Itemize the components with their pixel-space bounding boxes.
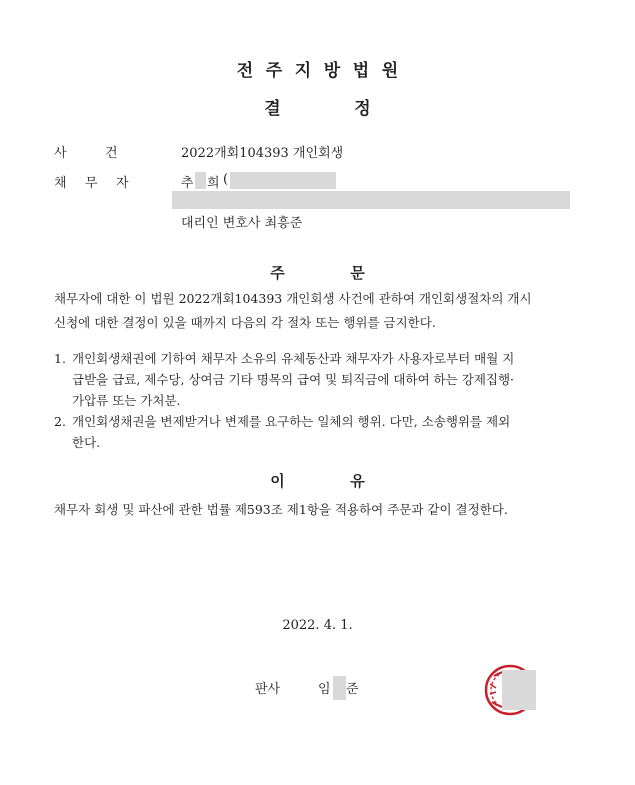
reason-heading <box>0 470 635 491</box>
court-char: 원 <box>381 61 399 81</box>
case-number: 2022개회104393 개인회생 <box>181 146 344 161</box>
item-line: 급받을 급료, 제수당, 상여금 기타 명목의 급여 및 퇴직금에 대하여 하는 강제집행· <box>72 372 515 387</box>
case-label-char: 건 <box>105 146 118 161</box>
item-line: 한다. <box>72 435 101 450</box>
court-char: 지 <box>294 61 312 81</box>
case-label <box>54 142 136 161</box>
redaction-box <box>333 676 346 700</box>
seal-redaction <box>502 670 536 710</box>
judge-seal-icon <box>478 662 546 716</box>
doc-type-char: 결 <box>264 99 281 119</box>
order-intro-line: 신청에 대한 결정이 있을 때까지 다음의 각 절차 또는 행위를 금지한다. <box>54 315 436 330</box>
case-label-char: 사 <box>54 146 67 161</box>
item-line: 개인회생채권에 기하여 채무자 소유의 유체동산과 채무자가 사용자로부터 매월 지 <box>72 351 515 366</box>
judge-title: 판사 <box>255 682 281 697</box>
decision-date: 2022. 4. 1. <box>282 618 353 633</box>
order-heading-char: 문 <box>350 264 365 282</box>
debtor-name-last: 희 <box>207 176 220 191</box>
doc-type-char: 정 <box>354 99 371 119</box>
item-line: 개인회생채권을 변제받거나 변제를 요구하는 일체의 행위. 다만, 소송행위를 제외 <box>72 414 511 429</box>
item-number: 1. <box>54 351 66 366</box>
debtor-name-first: 추 <box>181 176 194 191</box>
reason-heading-char: 이 <box>270 472 285 490</box>
redaction-address <box>172 191 570 209</box>
reason-text: 채무자 회생 및 파산에 관한 법률 제593조 제1항을 적용하여 주문과 같이 결정한다. <box>54 502 508 517</box>
order-heading <box>0 262 635 283</box>
debtor-open-paren: ( <box>223 172 229 187</box>
court-char: 주 <box>265 61 283 81</box>
document-type <box>0 94 635 119</box>
court-char: 전 <box>236 61 254 81</box>
debtor-label-char: 채 <box>54 176 67 191</box>
order-heading-char: 주 <box>270 264 285 282</box>
court-name <box>0 56 635 81</box>
item-number: 2. <box>54 414 66 429</box>
redaction-box <box>230 172 336 189</box>
order-intro-line: 채무자에 대한 이 법원 2022개회104393 개인회생 사건에 관하여 개인회생절차의 개시 <box>54 291 532 306</box>
reason-heading-char: 유 <box>350 472 365 490</box>
representative: 대리인 변호사 최흥준 <box>181 216 303 231</box>
item-line: 가압류 또는 가처분. <box>72 393 181 408</box>
debtor-label-char: 자 <box>116 176 129 191</box>
court-char: 법 <box>352 61 370 81</box>
redaction-box <box>195 172 206 189</box>
judge-name-first: 임 <box>318 682 331 697</box>
debtor-label <box>54 172 147 191</box>
debtor-label-char: 무 <box>85 176 98 191</box>
court-char: 방 <box>323 61 341 81</box>
judge-name-last: 준 <box>346 682 359 697</box>
